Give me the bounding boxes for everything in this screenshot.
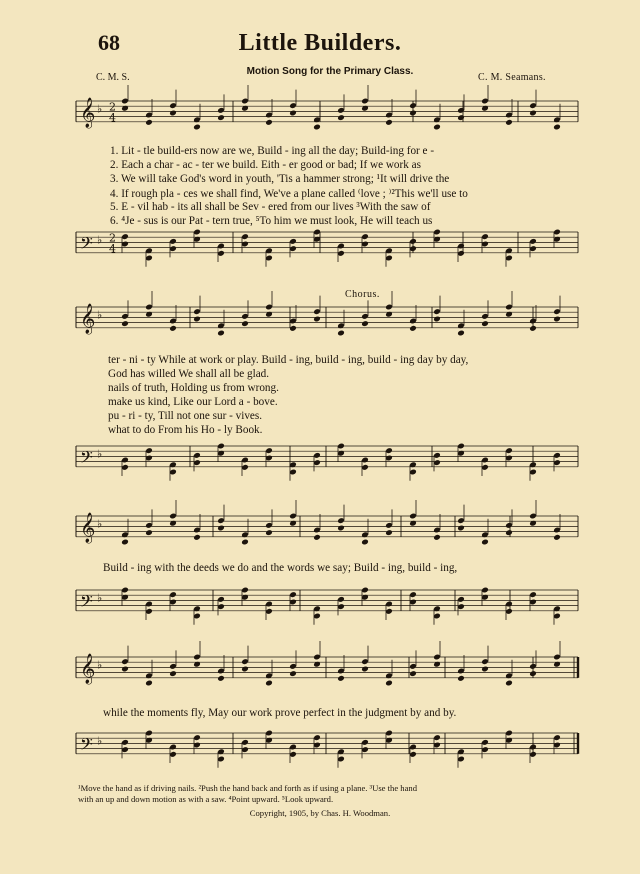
notehead: [385, 529, 393, 536]
flat-key-icon: ♭: [97, 233, 103, 247]
notehead: [361, 320, 369, 327]
notehead: [433, 316, 441, 323]
bass-clef-icon: 𝄢: [80, 733, 93, 758]
notehead: [457, 525, 465, 532]
notehead: [145, 680, 153, 687]
notehead: [193, 124, 201, 131]
notehead: [313, 316, 321, 323]
notehead: [265, 680, 273, 687]
time-sig-top: 2: [109, 100, 116, 114]
notehead: [193, 316, 201, 323]
notehead: [385, 119, 393, 126]
notehead: [457, 330, 465, 337]
chorus-label: Chorus.: [345, 289, 380, 300]
verse-2-line-2: God has willed We shall all be glad.: [108, 368, 270, 380]
notehead: [241, 666, 249, 673]
notehead: [409, 325, 417, 332]
notehead: [121, 320, 129, 327]
notehead: [529, 670, 537, 677]
verse-5-line-2: pu - ri - ty, Till not one sur - vives.: [108, 410, 263, 422]
notehead: [361, 666, 369, 673]
notehead: [313, 124, 321, 131]
notehead: [505, 529, 513, 536]
notehead: [217, 525, 225, 532]
notehead: [265, 529, 273, 536]
notehead: [505, 680, 513, 687]
verse-6-line-2: what to do From his Ho - ly Book.: [108, 424, 263, 436]
treble-clef-icon: 𝄞: [80, 97, 96, 128]
footnote-line-1: ¹Move the hand as if driving nails. ²Push the hand back and forth as if using a plane. ³Use the hand: [78, 783, 417, 793]
chorus-line-4: while the moments fly, May our work prove perfect in the judgment by and by.: [103, 707, 457, 719]
notehead: [553, 316, 561, 323]
notehead: [169, 325, 177, 332]
bass-clef-icon: 𝄢: [80, 232, 93, 257]
notehead: [217, 330, 225, 337]
notehead: [409, 670, 417, 677]
verse-6-line-1: 6. ⁴Je - sus is our Pat - tern true, ⁵To him we must look, He will teach us: [110, 215, 433, 227]
hymn-title: Little Builders.: [238, 30, 402, 56]
notehead: [409, 110, 417, 117]
bass-clef-icon: 𝄢: [80, 590, 93, 615]
flat-key-icon: ♭: [97, 308, 103, 322]
flat-key-icon: ♭: [97, 102, 103, 116]
notehead: [169, 110, 177, 117]
page-number: 68: [98, 30, 120, 55]
notehead: [337, 675, 345, 682]
notehead: [337, 330, 345, 337]
notehead: [433, 534, 441, 541]
verse-3-line-1: 3. We will take God's word in youth, 'Tis a hammer strong; ¹It will drive the: [110, 173, 450, 185]
flat-key-icon: ♭: [97, 447, 103, 461]
verse-4-line-1: 4. If rough pla - ces we shall find, We've a plane called ⁽love ; ⁾²This we'll use to: [110, 188, 468, 200]
notehead: [529, 325, 537, 332]
footnote-line-2: with an up and down motion as with a saw. ⁴Point upward. ⁵Look upward.: [78, 794, 334, 804]
notehead: [289, 110, 297, 117]
notehead: [217, 114, 225, 121]
notehead: [553, 534, 561, 541]
notehead: [337, 114, 345, 121]
verse-5-line-1: 5. E - vil hab - its all shall be Sev - ered from our lives ³With the saw of: [110, 201, 431, 213]
notehead: [193, 534, 201, 541]
treble-clef-icon: 𝄞: [80, 512, 96, 543]
time-sig-bottom: 4: [109, 111, 116, 125]
notehead: [121, 666, 129, 673]
verse-2-line-1: 2. Each a char - ac - ter we build. Eith - er good or bad; If we work as: [110, 159, 421, 171]
notehead: [481, 539, 489, 546]
time-sig-bottom: 4: [109, 242, 116, 256]
meter-label: C. M. S.: [96, 72, 130, 83]
notehead: [313, 534, 321, 541]
flat-key-icon: ♭: [97, 734, 103, 748]
notehead: [289, 670, 297, 677]
notehead: [241, 539, 249, 546]
composer-label: C. M. Seamans.: [478, 72, 546, 83]
notehead: [337, 525, 345, 532]
verse-4-line-2: make us kind, Like our Lord a - bove.: [108, 396, 278, 408]
chorus-line-3: Build - ing with the deeds we do and the words we say; Build - ing, build - ing,: [103, 562, 458, 574]
copyright-line: Copyright, 1905, by Chas. H. Woodman.: [249, 808, 391, 818]
notehead: [145, 119, 153, 126]
notehead: [241, 320, 249, 327]
verse-3-line-2: nails of truth, Holding us from wrong.: [108, 382, 279, 394]
bass-clef-icon: 𝄢: [80, 446, 93, 471]
notehead: [121, 539, 129, 546]
notehead: [457, 675, 465, 682]
time-sig-top: 2: [109, 231, 116, 245]
notehead: [169, 670, 177, 677]
notehead: [529, 110, 537, 117]
notehead: [505, 119, 513, 126]
notehead: [481, 666, 489, 673]
notehead: [361, 539, 369, 546]
notehead: [145, 529, 153, 536]
notehead: [385, 680, 393, 687]
flat-key-icon: ♭: [97, 591, 103, 605]
treble-clef-icon: 𝄞: [80, 653, 96, 684]
verse-1-line-1: 1. Lit - tle build-ers now are we, Build - ing all the day; Build-ing for e -: [110, 145, 435, 157]
hymn-subtitle: Motion Song for the Primary Class.: [246, 66, 414, 77]
notehead: [481, 320, 489, 327]
flat-key-icon: ♭: [97, 517, 103, 531]
treble-clef-icon: 𝄞: [80, 303, 96, 334]
verse-1-line-2: ter - ni - ty While at work or play. Build - ing, build - ing, build - ing day by day,: [108, 354, 469, 366]
notehead: [457, 114, 465, 121]
notehead: [217, 675, 225, 682]
notehead: [553, 124, 561, 131]
flat-key-icon: ♭: [97, 658, 103, 672]
notehead: [265, 119, 273, 126]
notehead: [433, 124, 441, 131]
